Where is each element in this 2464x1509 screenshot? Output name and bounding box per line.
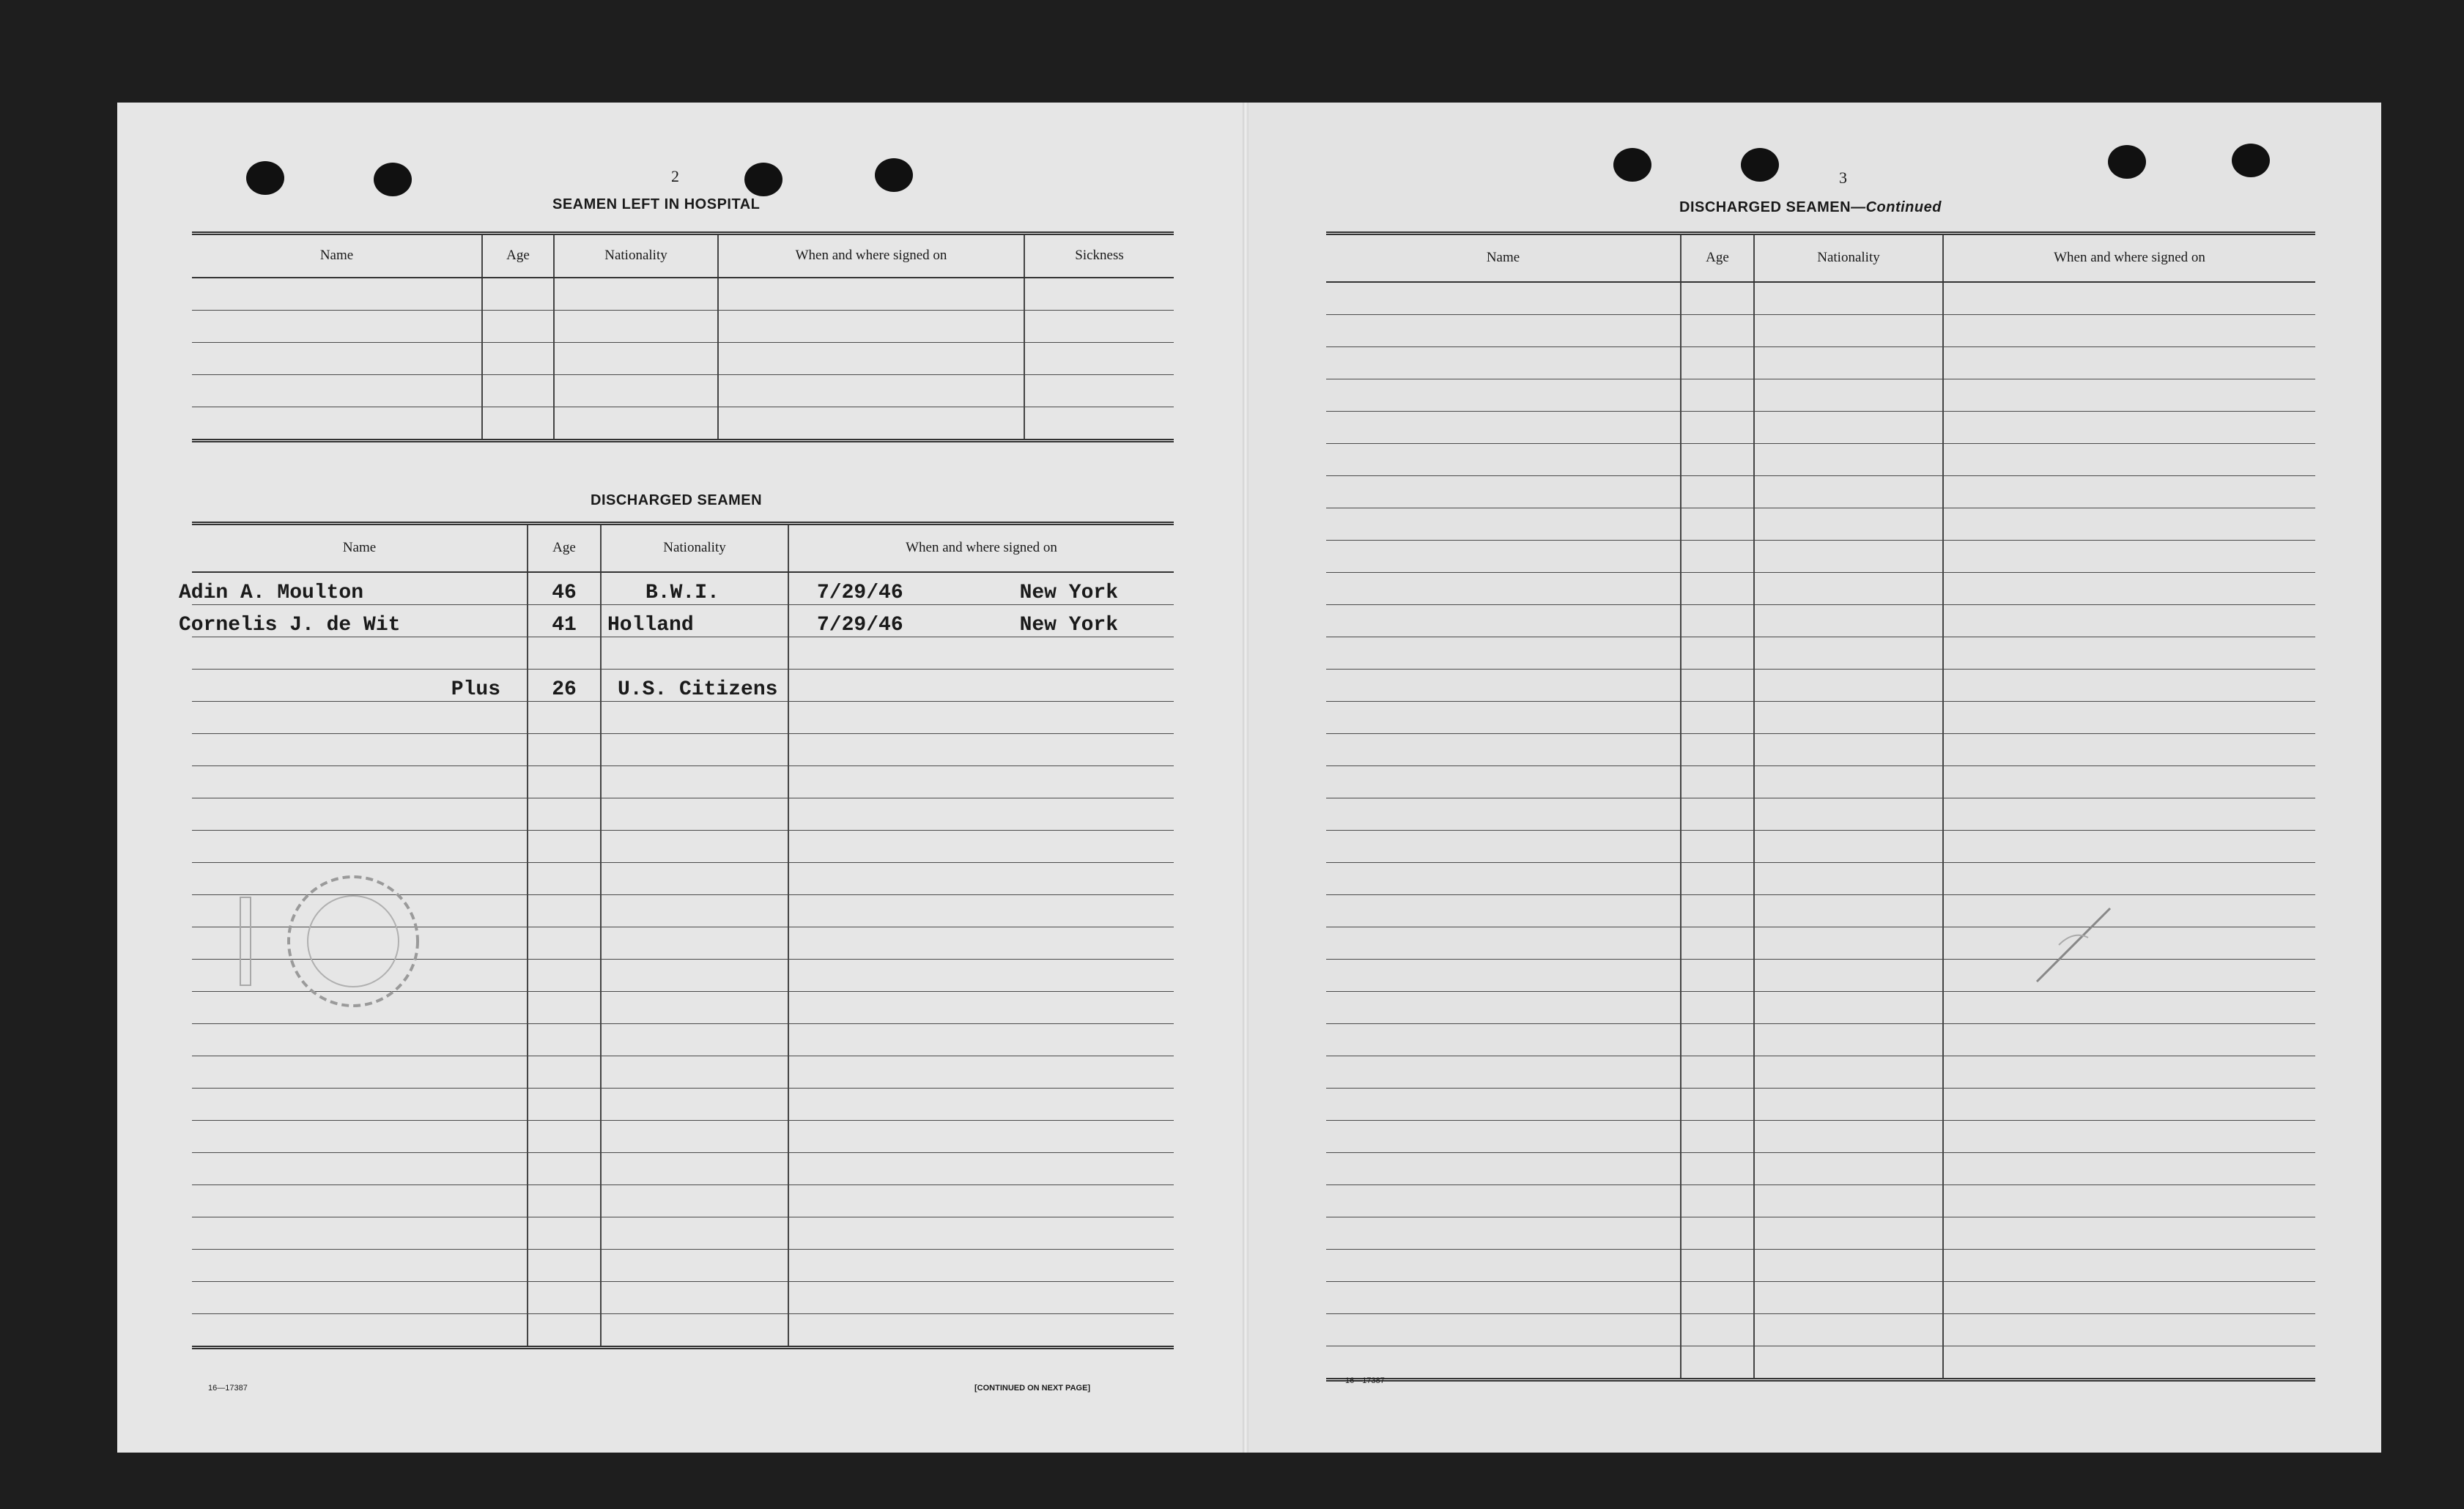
table-row bbox=[192, 798, 1174, 830]
table-row bbox=[1326, 1249, 2315, 1281]
form-number: 16—17387 bbox=[208, 1384, 248, 1393]
table-row bbox=[1326, 604, 2315, 637]
table-row bbox=[192, 374, 1174, 407]
table-row bbox=[1326, 927, 2315, 959]
seaman-name: Cornelis J. de Wit bbox=[179, 613, 401, 637]
table-row bbox=[192, 830, 1174, 862]
table-row bbox=[1326, 346, 2315, 379]
table-row bbox=[192, 669, 1174, 701]
table-row bbox=[192, 733, 1174, 765]
table-row bbox=[192, 278, 1174, 311]
table-row bbox=[1326, 1346, 2315, 1379]
signed-date: 7/29/46 bbox=[817, 581, 903, 604]
table-row bbox=[1326, 282, 2315, 315]
table-row bbox=[1326, 1184, 2315, 1217]
table-row bbox=[192, 310, 1174, 342]
table-row bbox=[1326, 701, 2315, 733]
table-row bbox=[192, 1281, 1174, 1313]
title-continued: —Continued bbox=[1851, 199, 1942, 215]
table-row bbox=[192, 1088, 1174, 1120]
punch-hole bbox=[2108, 145, 2146, 179]
col-header-signed-on: When and where signed on bbox=[718, 234, 1024, 278]
punch-hole bbox=[246, 161, 284, 195]
col-header-name: Name bbox=[192, 524, 528, 572]
circular-stamp bbox=[236, 868, 456, 1015]
table-row bbox=[192, 1120, 1174, 1152]
table-row bbox=[1326, 411, 2315, 443]
punch-hole bbox=[374, 163, 412, 196]
table-row bbox=[1326, 765, 2315, 798]
table-row bbox=[1326, 991, 2315, 1023]
table-row bbox=[192, 1056, 1174, 1088]
table-row bbox=[192, 572, 1174, 605]
col-header-nationality: Nationality bbox=[554, 234, 718, 278]
table-row bbox=[1326, 1217, 2315, 1249]
discharged-section-title: DISCHARGED SEAMEN bbox=[591, 492, 763, 508]
discharged-continued-table bbox=[1326, 231, 2315, 1382]
table-row bbox=[192, 604, 1174, 637]
punch-hole bbox=[875, 158, 913, 192]
table-row bbox=[192, 1152, 1174, 1184]
table-row bbox=[1326, 314, 2315, 346]
discharged-continued-title bbox=[1679, 199, 1942, 216]
table-row bbox=[192, 407, 1174, 440]
table-row bbox=[1326, 830, 2315, 862]
signed-place: New York bbox=[1019, 613, 1118, 637]
punch-hole bbox=[1741, 148, 1779, 182]
table-row bbox=[1326, 379, 2315, 411]
table-row bbox=[192, 1313, 1174, 1347]
seaman-age: 46 bbox=[528, 572, 601, 605]
table-row bbox=[1326, 1023, 2315, 1056]
table-row bbox=[1326, 669, 2315, 701]
table-row bbox=[1326, 475, 2315, 508]
table-row bbox=[192, 637, 1174, 669]
table-row bbox=[1326, 862, 2315, 894]
seaman-count: 26 bbox=[528, 669, 601, 701]
table-row bbox=[1326, 443, 2315, 475]
table-row bbox=[192, 1023, 1174, 1056]
hospital-table bbox=[192, 231, 1174, 442]
title-main: DISCHARGED SEAMEN bbox=[1679, 199, 1851, 215]
table-row bbox=[1326, 1088, 2315, 1120]
page-number-right: 3 bbox=[1839, 168, 1847, 187]
table-row bbox=[192, 342, 1174, 374]
punch-hole bbox=[744, 163, 783, 196]
table-row bbox=[1326, 508, 2315, 540]
table-row bbox=[192, 1217, 1174, 1249]
punch-hole bbox=[1613, 148, 1651, 182]
table-row bbox=[192, 701, 1174, 733]
seaman-age: 41 bbox=[528, 604, 601, 637]
col-header-sickness: Sickness bbox=[1024, 234, 1174, 278]
col-header-signed-on: When and where signed on bbox=[1943, 234, 2315, 282]
col-header-age: Age bbox=[482, 234, 554, 278]
seaman-nationality: Holland bbox=[601, 604, 788, 637]
table-row bbox=[1326, 1152, 2315, 1184]
table-row bbox=[1326, 733, 2315, 765]
col-header-name: Name bbox=[192, 234, 482, 278]
col-header-nationality: Nationality bbox=[1754, 234, 1943, 282]
page-number-left: 2 bbox=[671, 167, 679, 185]
continued-note: [CONTINUED ON NEXT PAGE] bbox=[974, 1384, 1091, 1393]
table-row bbox=[1326, 1120, 2315, 1152]
col-header-name: Name bbox=[1326, 234, 1681, 282]
table-row bbox=[1326, 1281, 2315, 1313]
signed-date: 7/29/46 bbox=[817, 613, 903, 637]
col-header-signed-on: When and where signed on bbox=[788, 524, 1174, 572]
table-row bbox=[1326, 959, 2315, 991]
table-row bbox=[192, 1249, 1174, 1281]
table-row bbox=[192, 1184, 1174, 1217]
col-header-age: Age bbox=[1681, 234, 1754, 282]
col-header-nationality: Nationality bbox=[601, 524, 788, 572]
table-row bbox=[1326, 572, 2315, 604]
col-header-age: Age bbox=[528, 524, 601, 572]
table-row bbox=[1326, 798, 2315, 830]
signed-place: New York bbox=[1019, 581, 1118, 604]
table-row bbox=[1326, 894, 2315, 927]
hospital-section-title: SEAMEN LEFT IN HOSPITAL bbox=[552, 196, 761, 212]
table-row bbox=[192, 765, 1174, 798]
table-row bbox=[1326, 1313, 2315, 1346]
page-fold bbox=[1243, 103, 1248, 1453]
table-row bbox=[1326, 637, 2315, 669]
table-row bbox=[1326, 540, 2315, 572]
seaman-nationality: B.W.I. bbox=[601, 572, 788, 605]
seaman-name: Adin A. Moulton bbox=[179, 581, 364, 604]
date-stamp-mark bbox=[2030, 901, 2117, 989]
punch-hole bbox=[2232, 144, 2270, 177]
plus-label: Plus bbox=[451, 678, 500, 701]
table-row bbox=[1326, 1056, 2315, 1088]
form-number: 16—17387 bbox=[1345, 1376, 1385, 1385]
seaman-nationality: U.S. Citizens bbox=[601, 669, 788, 701]
